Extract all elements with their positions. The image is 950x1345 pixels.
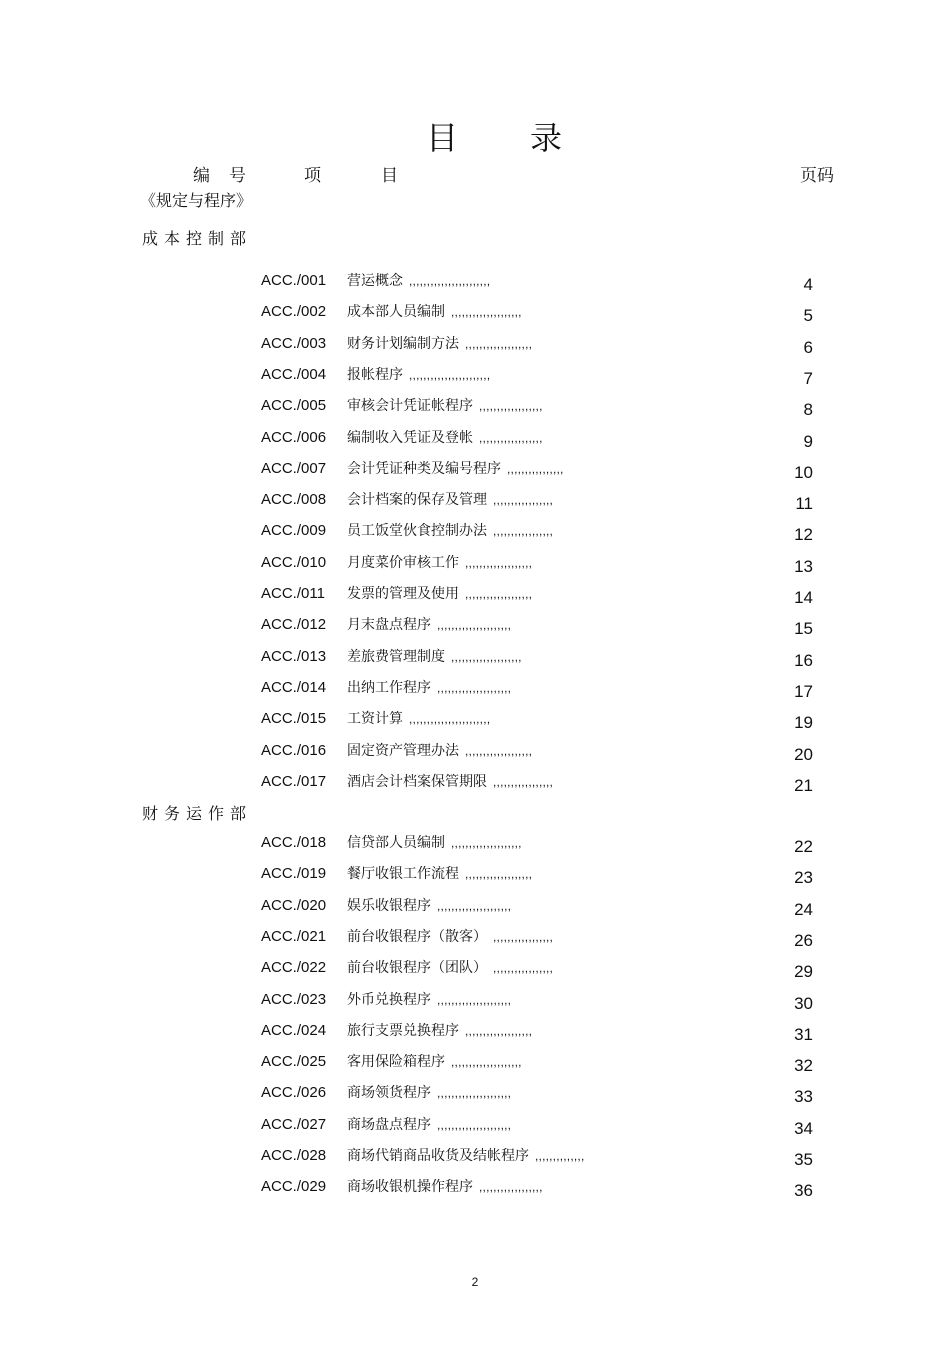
- toc-entry-title-text: 会计档案的保存及管理: [347, 492, 487, 509]
- toc-entry-leader-dots: ,,,,,,,,,,,,,,,,,,,,,: [437, 680, 512, 695]
- toc-entry-code: ACC./017: [261, 772, 327, 790]
- toc-entry-title-text: 前台收银程序（散客）: [347, 928, 487, 945]
- toc-entry-leader-dots: ,,,,,,,,,,,,,,,,,,,,,,,: [409, 274, 491, 288]
- toc-entry-page-number: 30: [794, 993, 813, 1013]
- toc-entry-leader-dots: ,,,,,,,,,,,,,,,,,,,,: [451, 305, 522, 320]
- toc-entry-page-number: 6: [803, 337, 813, 357]
- toc-entry-code: ACC./003: [261, 334, 327, 352]
- toc-entry-title-text: 报帐程序: [347, 366, 403, 383]
- toc-entry-leader-dots: ,,,,,,,,,,,,,,,,: [507, 461, 564, 476]
- toc-entry-code: ACC./016: [261, 741, 327, 759]
- toc-entry-page-number: 5: [803, 306, 813, 326]
- toc-entry-title: [347, 772, 553, 792]
- toc-entry-title: [347, 678, 511, 698]
- page-title-part1: 目: [426, 119, 459, 157]
- toc-entry-page-number: 23: [794, 868, 813, 888]
- toc-entry-leader-dots: ,,,,,,,,,,,,,,,,,,,,,: [437, 618, 512, 633]
- toc-entry-code: ACC./009: [261, 522, 327, 540]
- toc-entry-title-text: 工资计算: [347, 711, 403, 728]
- toc-entry-title-text: 前台收银程序（团队）: [347, 960, 487, 977]
- page-title: [0, 118, 950, 162]
- toc-entry-leader-dots: ,,,,,,,,,,,,,,,,,,,,,: [437, 898, 512, 913]
- toc-entry: [0, 615, 950, 641]
- toc-entry-leader-dots: ,,,,,,,,,,,,,,,,,,,,: [451, 649, 522, 664]
- toc-entry: [0, 365, 950, 391]
- toc-entry-title: [347, 1052, 522, 1072]
- toc-entry-page-number: 8: [803, 400, 813, 420]
- toc-entry-title: [347, 584, 532, 604]
- toc-entry-code: ACC./007: [261, 459, 327, 477]
- toc-entry: [0, 302, 950, 328]
- toc-entry-code: ACC./022: [261, 959, 327, 977]
- toc-entry-title-text: 商场收银机操作程序: [347, 1179, 473, 1196]
- toc-entry-page-number: 31: [794, 1024, 813, 1044]
- toc-entry-title: [347, 1021, 532, 1041]
- toc-entry-code: ACC./001: [261, 272, 327, 289]
- toc-entry-leader-dots: ,,,,,,,,,,,,,,,,,,,: [465, 743, 533, 758]
- column-header-item-2: 目: [381, 166, 398, 186]
- toc-entry: [0, 678, 950, 704]
- toc-entry: [0, 958, 950, 984]
- toc-entry-code: ACC./026: [261, 1084, 327, 1102]
- toc-entry-code: ACC./011: [261, 585, 325, 602]
- toc-entry-code: ACC./025: [261, 1053, 327, 1071]
- toc-entry-leader-dots: ,,,,,,,,,,,,,,,,,,,: [465, 336, 533, 351]
- toc-entry-title-text: 差旅费管理制度: [347, 648, 445, 665]
- toc-entry: [0, 927, 950, 953]
- toc-entry-title: [347, 990, 511, 1010]
- toc-entry-leader-dots: ,,,,,,,,,,,,,,,,,: [493, 774, 554, 789]
- toc-entry-leader-dots: ,,,,,,,,,,,,,,,,,,: [479, 399, 543, 414]
- toc-entry-page-number: 20: [794, 744, 813, 764]
- toc-entry: [0, 864, 950, 890]
- toc-entry: [0, 1177, 950, 1203]
- toc-entry-title: [347, 1146, 584, 1166]
- toc-entry-page-number: 4: [803, 275, 813, 294]
- section-heading-cost-control: 成本控制部: [142, 229, 253, 248]
- toc-entry-leader-dots: ,,,,,,,,,,,,,,,,,,,,,: [437, 1117, 512, 1132]
- toc-entry-code: ACC./020: [261, 896, 327, 914]
- toc-entry-code: ACC./002: [261, 303, 327, 321]
- toc-entry: [0, 1052, 950, 1078]
- toc-entry-page-number: 21: [794, 775, 813, 795]
- toc-entry-title-text: 外币兑换程序: [347, 991, 431, 1008]
- toc-entry-page-number: 10: [794, 462, 813, 482]
- toc-entry-page-number: 34: [794, 1118, 813, 1138]
- toc-entry-page-number: 26: [794, 930, 813, 950]
- toc-entry-title: [347, 896, 511, 916]
- toc-entry-page-number: 7: [803, 368, 813, 388]
- toc-entry-leader-dots: ,,,,,,,,,,,,,,,,,,,: [465, 1023, 533, 1038]
- column-header-page: 页码: [800, 166, 834, 186]
- toc-entry-code: ACC./021: [261, 927, 327, 945]
- toc-entry: [0, 584, 950, 610]
- toc-entry-page-number: 32: [794, 1056, 813, 1076]
- toc-entry-title: [347, 1115, 511, 1135]
- toc-entry-code: ACC./010: [261, 553, 327, 571]
- toc-entry-code: ACC./029: [261, 1178, 327, 1196]
- toc-entry-title: [347, 459, 564, 479]
- toc-entry-title-text: 餐厅收银工作流程: [347, 866, 459, 883]
- toc-entry: [0, 647, 950, 673]
- toc-entry-leader-dots: ,,,,,,,,,,,,,,,,,,: [479, 430, 543, 445]
- toc-entry-page-number: 33: [794, 1087, 813, 1107]
- toc-entry-code: ACC./015: [261, 710, 327, 728]
- toc-entry-title: [347, 833, 522, 853]
- toc-entry-title-text: 编制收入凭证及登帐: [347, 429, 473, 446]
- toc-entry-title-text: 审核会计凭证帐程序: [347, 398, 473, 415]
- toc-entry-leader-dots: ,,,,,,,,,,,,,,,,,: [493, 493, 554, 508]
- toc-entry-code: ACC./008: [261, 491, 327, 509]
- toc-entry-leader-dots: ,,,,,,,,,,,,,,,,,: [493, 961, 554, 976]
- toc-entry-title-text: 商场领货程序: [347, 1085, 431, 1102]
- toc-entry: [0, 1021, 950, 1047]
- toc-entry-title-text: 固定资产管理办法: [347, 742, 459, 759]
- toc-entry-title-text: 月度菜价审核工作: [347, 554, 459, 571]
- toc-entry-code: ACC./023: [261, 990, 327, 1008]
- column-header-item-1: 项: [304, 166, 321, 186]
- toc-entry-page-number: 29: [794, 962, 813, 982]
- toc-entry-title: [347, 864, 532, 884]
- page-title-part2: 录: [530, 119, 563, 157]
- toc-entry-code: ACC./013: [261, 647, 327, 665]
- toc-entry-leader-dots: ,,,,,,,,,,,,,,,,,: [493, 524, 554, 539]
- page-number: 2: [471, 1275, 479, 1289]
- toc-entry-leader-dots: ,,,,,,,,,,,,,,,,,,: [479, 1180, 543, 1195]
- toc-entry-title-text: 客用保险箱程序: [347, 1054, 445, 1071]
- toc-entry-title: [347, 490, 553, 510]
- column-header-code-2: 号: [229, 166, 246, 186]
- toc-entry-title: [347, 302, 522, 322]
- toc-entry-title-text: 月末盘点程序: [347, 617, 431, 634]
- toc-entry: [0, 490, 950, 516]
- toc-entry-code: ACC./005: [261, 397, 327, 415]
- toc-entry-title: [347, 647, 522, 667]
- toc-entry: [0, 990, 950, 1016]
- toc-entry-title: [347, 553, 532, 573]
- toc-entry-leader-dots: ,,,,,,,,,,,,,,,,,,,: [465, 867, 533, 882]
- toc-entry-title-text: 信贷部人员编制: [347, 835, 445, 851]
- toc-entry-leader-dots: ,,,,,,,,,,,,,,,,,,,,: [451, 1055, 522, 1070]
- toc-entry-leader-dots: ,,,,,,,,,,,,,,,,,,,,,,,: [409, 367, 491, 382]
- toc-entry-title-text: 成本部人员编制: [347, 304, 445, 321]
- toc-entry-code: ACC./012: [261, 616, 327, 634]
- toc-entry-title: [347, 958, 553, 978]
- toc-entry-code: ACC./018: [261, 834, 327, 851]
- toc-entry-title-text: 商场盘点程序: [347, 1116, 431, 1133]
- toc-entry-code: ACC./006: [261, 428, 327, 446]
- toc-entry-title: [347, 709, 490, 729]
- toc-entry: [0, 741, 950, 767]
- toc-entry: [0, 1146, 950, 1172]
- toc-entry: [0, 1115, 950, 1141]
- toc-entry-page-number: 9: [803, 431, 813, 451]
- toc-entry-page-number: 11: [795, 494, 813, 514]
- toc-entry: [0, 459, 950, 485]
- toc-entry: [0, 334, 950, 360]
- toc-entry-title: [347, 615, 511, 635]
- toc-entry-leader-dots: ,,,,,,,,,,,,,,,,,,,,: [451, 836, 522, 850]
- toc-entry-title-text: 发票的管理及使用: [347, 586, 459, 602]
- toc-entry-title: [347, 1177, 543, 1197]
- toc-entry-title-text: 旅行支票兑换程序: [347, 1022, 459, 1039]
- toc-entry-page-number: 36: [794, 1181, 813, 1201]
- toc-entry: [0, 396, 950, 422]
- toc-entry-page-number: 17: [794, 681, 813, 701]
- toc-entry-title-text: 娱乐收银程序: [347, 897, 431, 914]
- toc-entry: [0, 896, 950, 922]
- toc-entry-code: ACC./027: [261, 1115, 327, 1133]
- toc-entry-page-number: 16: [794, 650, 813, 670]
- toc-entry-leader-dots: ,,,,,,,,,,,,,,,,,: [493, 929, 554, 944]
- toc-entry-title-text: 出纳工作程序: [347, 679, 431, 696]
- toc-entry-title: [347, 396, 543, 416]
- toc-entry-title-text: 会计凭证种类及编号程序: [347, 460, 501, 477]
- toc-entry-title: [347, 334, 532, 354]
- toc-entry-title: [347, 365, 490, 385]
- toc-entry-page-number: 19: [794, 713, 813, 733]
- toc-entry-title-text: 营运概念: [347, 273, 403, 289]
- toc-entry: [0, 271, 950, 297]
- toc-entry: [0, 553, 950, 579]
- toc-entry-code: ACC./028: [261, 1147, 327, 1164]
- toc-entry-title-text: 财务计划编制方法: [347, 335, 459, 352]
- toc-entry-leader-dots: ,,,,,,,,,,,,,,,,,,,,,: [437, 1086, 512, 1101]
- toc-entry-code: ACC./004: [261, 365, 327, 383]
- toc-entry-title: [347, 1083, 511, 1103]
- toc-entry: [0, 709, 950, 735]
- toc-entry-page-number: 14: [794, 588, 813, 607]
- column-header-code-1: 编: [193, 166, 210, 186]
- toc-entry-title: [347, 271, 490, 291]
- toc-entry: [0, 1083, 950, 1109]
- toc-entry-title-text: 员工饭堂伙食控制办法: [347, 523, 487, 540]
- toc-entry-code: ACC./014: [261, 678, 327, 696]
- document-subtitle: 《规定与程序》: [140, 191, 253, 210]
- toc-entry-code: ACC./019: [261, 865, 327, 883]
- toc-entry-title: [347, 927, 553, 947]
- toc-entry-code: ACC./024: [261, 1021, 327, 1039]
- toc-entry-page-number: 24: [794, 899, 813, 919]
- toc-entry-leader-dots: ,,,,,,,,,,,,,,,,,,,,,: [437, 992, 512, 1007]
- toc-entry-leader-dots: ,,,,,,,,,,,,,,: [535, 1149, 585, 1163]
- toc-entry-title: [347, 741, 532, 761]
- toc-entry-title: [347, 428, 543, 448]
- toc-entry-title-text: 商场代销商品收货及结帐程序: [347, 1148, 529, 1164]
- section-heading-finance-operations: 财务运作部: [142, 804, 253, 823]
- toc-entry: [0, 521, 950, 547]
- toc-entry: [0, 833, 950, 859]
- toc-entry-page-number: 22: [794, 837, 813, 856]
- toc-entry-leader-dots: ,,,,,,,,,,,,,,,,,,,: [465, 555, 533, 570]
- toc-entry-title-text: 酒店会计档案保管期限: [347, 773, 487, 790]
- toc-entry-page-number: 12: [794, 525, 813, 545]
- toc-entry-leader-dots: ,,,,,,,,,,,,,,,,,,,,,,,: [409, 712, 491, 727]
- toc-entry-page-number: 13: [794, 556, 813, 576]
- toc-entry-page-number: 35: [794, 1150, 813, 1169]
- toc-entry-title: [347, 521, 553, 541]
- toc-entry-leader-dots: ,,,,,,,,,,,,,,,,,,,: [465, 587, 533, 601]
- toc-entry-page-number: 15: [794, 619, 813, 639]
- toc-entry: [0, 428, 950, 454]
- toc-entry: [0, 772, 950, 798]
